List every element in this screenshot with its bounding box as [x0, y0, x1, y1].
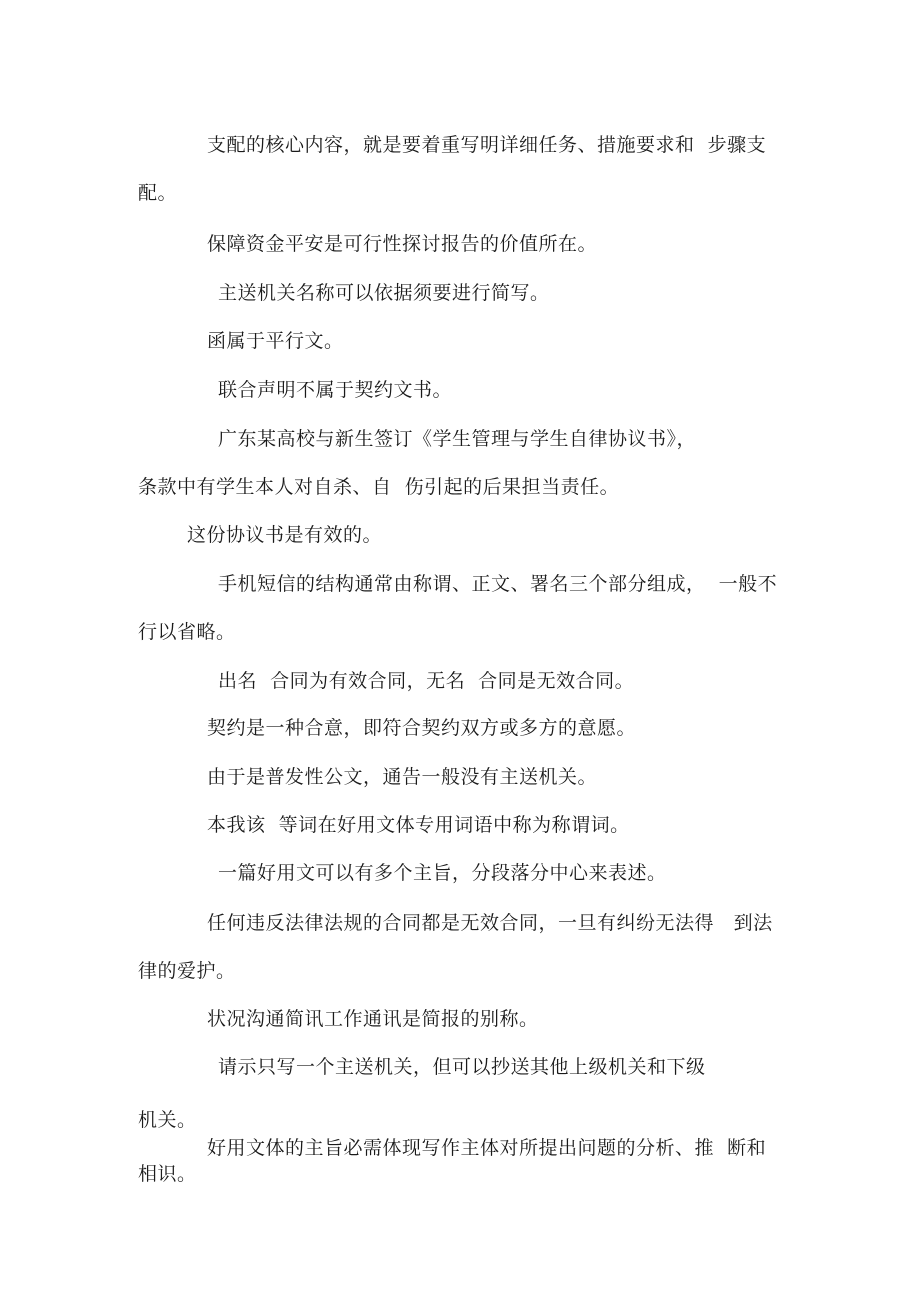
text-line-20: 请示只写一个主送机关，但可以抄送其他上级机关和下级: [218, 1056, 706, 1078]
text-line-16: 一篇好用文可以有多个主旨，分段落分中心来表述。: [218, 862, 667, 884]
text-line-7: 广东某高校与新生签订《学生管理与学生自律协议书》，: [218, 428, 697, 450]
text-line-10: 手机短信的结构通常由称谓、正文、署名三个部分组成， 一般不: [218, 573, 778, 595]
text-line-15: 本我该 等词在好用文体专用词语中称为称谓词。: [207, 814, 630, 836]
text-line-17: 任何违反法律法规的合同都是无效合同，一旦有纠纷无法得 到法: [207, 912, 773, 934]
text-line-21: 机关。: [138, 1109, 197, 1131]
text-line-11: 行以省略。: [138, 621, 236, 643]
text-line-13: 契约是一种合意，即符合契约双方或多方的意愿。: [207, 717, 637, 739]
text-line-6: 联合声明不属于契约文书。: [218, 379, 453, 401]
text-line-4: 主送机关名称可以依据须要进行简写。: [218, 282, 550, 304]
text-line-2: 配。: [138, 182, 178, 204]
text-line-8: 条款中有学生本人对自杀、自 伤引起的后果担当责任。: [138, 476, 620, 498]
text-line-5: 函属于平行文。: [207, 330, 344, 352]
text-line-12: 出名 合同为有效合同，无名 合同是无效合同。: [218, 670, 635, 692]
text-line-3: 保障资金平安是可行性探讨报告的价值所在。: [207, 233, 598, 255]
text-line-23: 相识。: [138, 1163, 197, 1185]
text-line-1: 支配的核心内容，就是要着重写明详细任务、措施要求和 步骤支: [207, 134, 767, 156]
text-line-14: 由于是普发性公文，通告一般没有主送机关。: [207, 766, 598, 788]
text-line-19: 状况沟通简讯工作通讯是简报的别称。: [207, 1008, 539, 1030]
text-line-9: 这份协议书是有效的。: [187, 524, 383, 546]
text-line-22: 好用文体的主旨必需体现写作主体对所提出问题的分析、推 断和: [207, 1137, 767, 1159]
text-line-18: 律的爱护。: [138, 960, 236, 982]
